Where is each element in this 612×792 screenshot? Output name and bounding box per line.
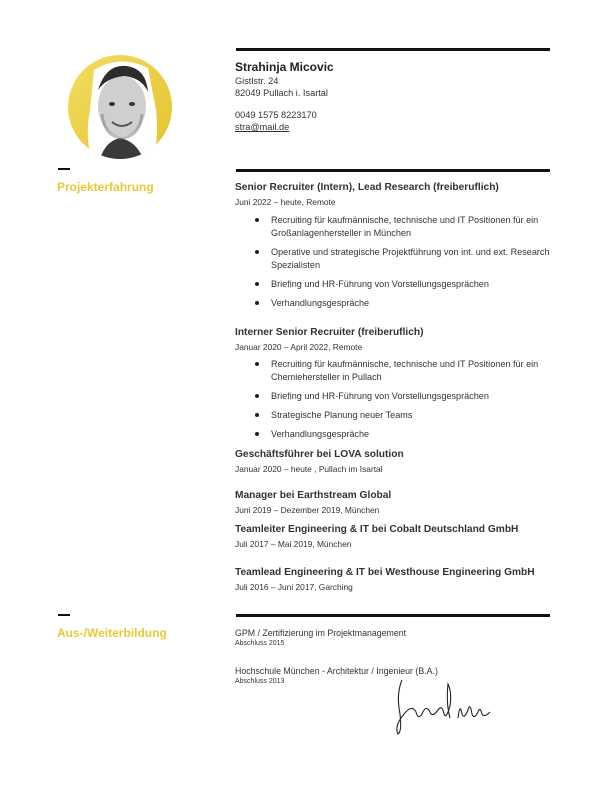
section-title-education: Aus-/Weiterbildung xyxy=(57,626,167,640)
job-meta: Juni 2022 – heute, Remote xyxy=(235,197,336,207)
job-meta: Januar 2020 – April 2022, Remote xyxy=(235,342,363,352)
profile-photo xyxy=(62,50,180,164)
education-title: Hochschule München - Architektur / Ingenieur (B.A.) xyxy=(235,666,438,676)
job-meta: Juni 2019 – Dezember 2019, München xyxy=(235,505,380,515)
section-title-experience: Projekterfahrung xyxy=(57,180,154,194)
job-title: Manager bei Earthstream Global xyxy=(235,490,392,501)
education-title: GPM / Zertifizierung im Projektmanagement xyxy=(235,628,407,638)
phone-number: 0049 1575 8223170 xyxy=(235,110,317,120)
job-title: Geschäftsführer bei LOVA solution xyxy=(235,449,404,460)
bullet-item: Recruiting für kaufmännische, technische und IT Positionen für ein Großanlagenhersteller in München xyxy=(255,214,555,240)
bullet-item: Briefing und HR-Führung von Vorstellungsgesprächen xyxy=(255,390,555,403)
experience-rule xyxy=(236,169,550,172)
section-marker-experience xyxy=(58,168,70,170)
address-city: 82049 Pullach i. Isartal xyxy=(235,88,328,98)
education-rule xyxy=(236,614,550,617)
bullet-item: Briefing und HR-Führung von Vorstellungsgesprächen xyxy=(255,278,555,291)
bullet-item: Operative und strategische Projektführung von int. und ext. Research Spezialisten xyxy=(255,246,555,272)
signature xyxy=(392,674,496,738)
job-meta: Januar 2020 – heute , Pullach im Isartal xyxy=(235,464,383,474)
section-marker-education xyxy=(58,614,70,616)
job-title: Teamlead Engineering & IT bei Westhouse Engineering GmbH xyxy=(235,567,535,578)
job-bullets xyxy=(255,358,555,447)
bullet-item: Verhandlungsgespräche xyxy=(255,428,555,441)
job-title: Interner Senior Recruiter (freiberuflich) xyxy=(235,327,424,338)
header-rule xyxy=(236,48,550,51)
education-meta: Abschluss 2013 xyxy=(235,678,285,685)
job-meta: Juli 2017 – Mai 2019, München xyxy=(235,539,352,549)
job-bullets xyxy=(255,214,555,316)
job-title: Senior Recruiter (Intern), Lead Research (freiberuflich) xyxy=(235,182,499,193)
job-title: Teamleiter Engineering & IT bei Cobalt Deutschland GmbH xyxy=(235,524,519,535)
email-link[interactable]: stra@mail.de xyxy=(235,122,290,132)
profile-name: Strahinja Micovic xyxy=(235,60,334,74)
bullet-item: Strategische Planung neuer Teams xyxy=(255,409,555,422)
bullet-item: Recruiting für kaufmännische, technische und IT Positionen für ein Chemiehersteller in Pullach xyxy=(255,358,555,384)
education-meta: Abschluss 2015 xyxy=(235,640,285,647)
bullet-item: Verhandlungsgespräche xyxy=(255,297,555,310)
address-street: Gistlstr. 24 xyxy=(235,76,279,86)
job-meta: Juli 2016 – Juni 2017, Garching xyxy=(235,582,353,592)
